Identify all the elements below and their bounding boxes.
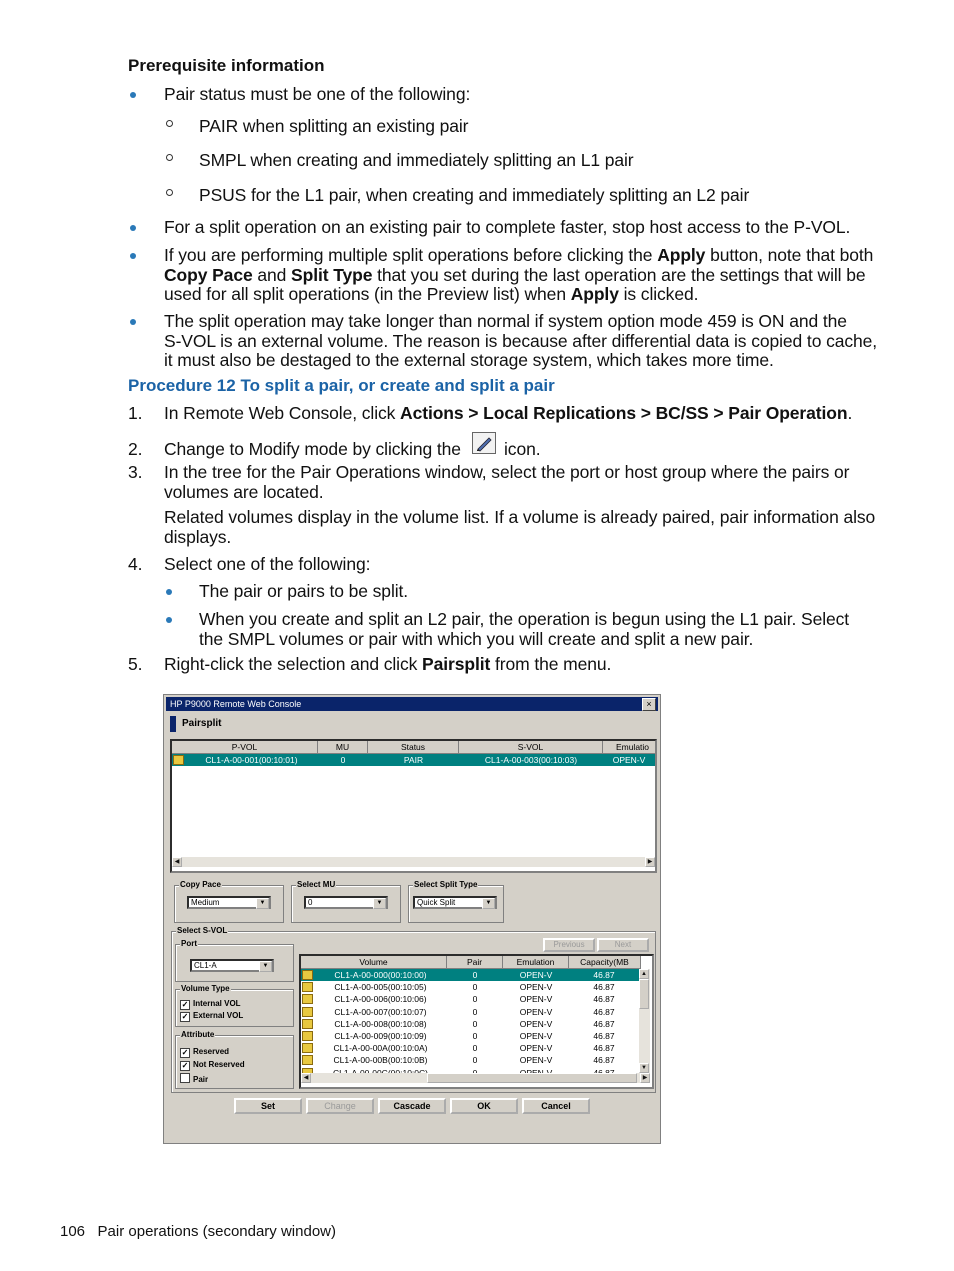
table-cell: OPEN-V bbox=[519, 1006, 553, 1017]
scroll-right-icon[interactable]: ▶ bbox=[640, 1073, 650, 1083]
checkbox-check-icon[interactable]: ✓ bbox=[181, 1000, 189, 1009]
step-text: icon. bbox=[504, 439, 541, 459]
volume-icon bbox=[302, 1031, 313, 1041]
table-cell: 0 bbox=[472, 1018, 478, 1029]
table-cell: CL1-A-00-005(00:10:05) bbox=[334, 982, 427, 993]
checkbox-label: Reserved bbox=[193, 1047, 230, 1056]
bullet bbox=[166, 617, 172, 623]
text-run: S-VOL is an external volume. The reason is because after differential data is copied to cache, bbox=[164, 330, 878, 351]
text-run: and bbox=[252, 264, 292, 285]
ok-button[interactable]: OK bbox=[450, 1098, 518, 1114]
step-number: 3. bbox=[128, 462, 143, 482]
volume-icon bbox=[302, 1043, 313, 1053]
menu-item-name: Pairsplit bbox=[422, 654, 491, 674]
group-label: Select MU bbox=[297, 880, 336, 889]
bullet-text bbox=[199, 610, 849, 649]
volume-icon bbox=[302, 994, 313, 1004]
select-value: Medium bbox=[191, 898, 220, 907]
volume-icon bbox=[302, 970, 313, 980]
bullet bbox=[166, 589, 172, 595]
checkbox-label: External VOL bbox=[193, 1011, 244, 1020]
step-number: 1. bbox=[128, 403, 143, 423]
volume-type-group bbox=[175, 984, 294, 1027]
sub-bullet bbox=[166, 154, 173, 161]
dropdown-arrow-icon[interactable]: ▼ bbox=[256, 898, 269, 909]
table-cell: 46.87 bbox=[593, 1055, 615, 1066]
text-run: displays. bbox=[164, 526, 232, 547]
set-button[interactable]: Set bbox=[234, 1098, 302, 1114]
text-run: Right-click the selection and click bbox=[164, 654, 423, 674]
table-cell: CL1-A-00-00B(00:10:0B) bbox=[333, 1055, 428, 1066]
column-header[interactable]: Volume bbox=[301, 956, 447, 969]
bullet-text: Pair status must be one of the following: bbox=[164, 84, 471, 104]
table-cell: 46.87 bbox=[593, 970, 615, 980]
table-cell: OPEN-V bbox=[612, 755, 646, 765]
ui-term: Apply bbox=[657, 245, 706, 265]
step-text: Select one of the following: bbox=[164, 554, 371, 574]
bullet-text bbox=[164, 312, 877, 371]
pair-table bbox=[170, 739, 657, 873]
sub-bullet-text: PSUS for the L1 pair, when creating and immediately splitting an L2 pair bbox=[199, 185, 750, 205]
panel-accent bbox=[170, 716, 176, 732]
table-cell: 0 bbox=[472, 1031, 478, 1041]
bullet bbox=[130, 225, 136, 231]
text-run: from the menu. bbox=[490, 654, 612, 674]
checkbox-empty-icon[interactable] bbox=[180, 1073, 190, 1083]
text-run: When you create and split an L2 pair, the operation is begun using the L1 pair. Select bbox=[199, 609, 850, 629]
table-cell: CL1-A-00-008(00:10:08) bbox=[334, 1018, 427, 1029]
group-label: Port bbox=[181, 939, 197, 948]
select-svol-group bbox=[171, 926, 656, 1093]
sub-bullet-text: PAIR when splitting an existing pair bbox=[199, 116, 469, 136]
text-run: button, note that both bbox=[705, 245, 874, 265]
group-label: Copy Pace bbox=[180, 880, 221, 889]
table-row[interactable] bbox=[301, 1042, 639, 1054]
step-text bbox=[164, 404, 852, 424]
group-label: Select Split Type bbox=[414, 880, 478, 889]
group-label: Attribute bbox=[181, 1030, 215, 1039]
step-number: 2. bbox=[128, 439, 143, 459]
column-header[interactable]: P-VOL bbox=[172, 741, 318, 754]
ui-term: Split Type bbox=[291, 264, 373, 285]
sub-bullet bbox=[166, 120, 173, 127]
reserved-checkbox[interactable] bbox=[180, 1047, 229, 1058]
step-text bbox=[164, 463, 849, 502]
change-button[interactable]: Change bbox=[306, 1098, 374, 1114]
group-label: Select S-VOL bbox=[177, 926, 228, 935]
table-row[interactable] bbox=[301, 1054, 639, 1066]
table-cell: CL1-A-00-00A(00:10:0A) bbox=[333, 1043, 428, 1054]
horizontal-scrollbar[interactable] bbox=[172, 857, 655, 867]
previous-button[interactable]: Previous bbox=[543, 938, 595, 952]
table-cell: 0 bbox=[472, 1006, 478, 1017]
attribute-group bbox=[175, 1030, 294, 1089]
select-mu-select[interactable] bbox=[304, 896, 388, 909]
panel-title: Pairsplit bbox=[182, 718, 222, 729]
column-header[interactable]: Capacity(MB bbox=[569, 956, 641, 969]
checkbox-label: Pair bbox=[193, 1075, 209, 1084]
select-value: CL1-A bbox=[194, 961, 217, 970]
window-titlebar bbox=[166, 697, 658, 711]
table-cell: CL1-A-00-007(00:10:07) bbox=[334, 1006, 427, 1017]
table-cell: CL1-A-00-003(00:10:03) bbox=[484, 755, 578, 765]
table-cell: CL1-A-00-000(00:10:00) bbox=[334, 970, 427, 980]
column-header[interactable]: Emulation bbox=[503, 956, 569, 969]
dropdown-arrow-icon[interactable]: ▼ bbox=[259, 961, 272, 972]
table-cell: 46.87 bbox=[593, 1031, 615, 1041]
checkbox-check-icon[interactable]: ✓ bbox=[181, 1012, 189, 1021]
menu-path: Actions > Local Replications > BC/SS > Pair Operation bbox=[400, 403, 848, 423]
table-cell: 0 bbox=[472, 982, 478, 993]
scroll-right-icon[interactable]: ▶ bbox=[645, 857, 655, 867]
panel-header bbox=[168, 713, 656, 735]
pairsplit-window bbox=[163, 694, 661, 1144]
pair-checkbox[interactable] bbox=[180, 1073, 208, 1084]
dropdown-arrow-icon[interactable]: ▼ bbox=[373, 898, 386, 909]
table-cell: OPEN-V bbox=[519, 982, 553, 993]
text-run: In Remote Web Console, click bbox=[164, 403, 401, 423]
text-run: The split operation may take longer than normal if system option mode 459 is ON and the bbox=[164, 311, 847, 331]
table-cell: OPEN-V bbox=[519, 1055, 553, 1066]
table-cell: OPEN-V bbox=[519, 1018, 553, 1029]
dropdown-arrow-icon[interactable]: ▼ bbox=[482, 898, 495, 909]
bullet bbox=[130, 319, 136, 325]
table-cell: CL1-A-00-006(00:10:06) bbox=[334, 994, 427, 1005]
bullet bbox=[130, 253, 136, 259]
copy-pace-group bbox=[174, 880, 284, 923]
horizontal-scrollbar[interactable] bbox=[301, 1073, 650, 1083]
ui-term: Apply bbox=[570, 284, 619, 304]
text-run: In the tree for the Pair Operations window, select the port or host group where the pairs or bbox=[164, 462, 850, 482]
close-icon[interactable]: × bbox=[642, 698, 656, 711]
step-paragraph bbox=[164, 508, 875, 547]
table-row[interactable] bbox=[301, 1030, 639, 1042]
pencil-edit-icon bbox=[472, 432, 496, 454]
volume-icon bbox=[302, 1007, 313, 1017]
volume-icon bbox=[302, 1019, 313, 1029]
table-row[interactable] bbox=[301, 1006, 639, 1018]
column-header[interactable]: Emulatio bbox=[603, 741, 657, 754]
port-group bbox=[175, 939, 294, 982]
checkbox-check-icon[interactable]: ✓ bbox=[181, 1048, 189, 1057]
table-cell: 46.87 bbox=[593, 1018, 615, 1029]
page-number: 106 bbox=[60, 1223, 86, 1240]
table-cell: PAIR bbox=[403, 755, 424, 765]
scroll-left-icon[interactable]: ◀ bbox=[172, 857, 182, 867]
table-cell: 0 bbox=[472, 1055, 478, 1066]
text-run: that you set during the last operation are the settings that will be bbox=[372, 264, 866, 285]
select-value: Quick Split bbox=[417, 898, 456, 907]
step-text bbox=[164, 655, 611, 675]
procedure-title: Procedure 12 To split a pair, or create and split a pair bbox=[128, 376, 555, 395]
table-cell: 0 bbox=[472, 994, 478, 1005]
table-row[interactable] bbox=[172, 754, 655, 766]
table-row[interactable] bbox=[301, 969, 639, 981]
volume-icon bbox=[302, 982, 313, 992]
window-title: HP P9000 Remote Web Console bbox=[170, 699, 302, 709]
table-cell: 0 bbox=[472, 970, 478, 980]
not-reserved-checkbox[interactable] bbox=[180, 1060, 245, 1071]
pair-volume-icon bbox=[173, 755, 184, 765]
select-value: 0 bbox=[308, 898, 313, 907]
port-select[interactable] bbox=[190, 959, 274, 972]
column-header[interactable]: MU bbox=[318, 741, 368, 754]
table-cell: 46.87 bbox=[593, 1043, 615, 1054]
internal-vol-checkbox[interactable] bbox=[180, 999, 241, 1010]
table-cell: OPEN-V bbox=[519, 994, 553, 1005]
select-mu-group bbox=[291, 880, 401, 923]
table-cell: OPEN-V bbox=[519, 970, 553, 980]
split-type-group bbox=[408, 880, 504, 923]
section-heading: Prerequisite information bbox=[128, 56, 325, 75]
table-cell: 0 bbox=[472, 1043, 478, 1054]
footer-section-title: Pair operations (secondary window) bbox=[97, 1223, 336, 1240]
scroll-thumb[interactable] bbox=[427, 1073, 637, 1083]
checkbox-label: Internal VOL bbox=[193, 999, 241, 1008]
table-row[interactable] bbox=[301, 993, 639, 1005]
scroll-down-icon[interactable]: ▼ bbox=[639, 1063, 649, 1073]
copy-pace-select[interactable] bbox=[187, 896, 271, 909]
table-cell: CL1-A-00-001(00:10:01) bbox=[205, 755, 298, 765]
cascade-button[interactable]: Cascade bbox=[378, 1098, 446, 1114]
bullet-text bbox=[164, 246, 873, 305]
sub-bullet bbox=[166, 189, 173, 196]
table-row[interactable] bbox=[301, 981, 639, 993]
group-label: Volume Type bbox=[181, 984, 230, 993]
external-vol-checkbox[interactable] bbox=[180, 1011, 243, 1022]
table-cell: 46.87 bbox=[593, 982, 615, 993]
table-cell: OPEN-V bbox=[519, 1031, 553, 1041]
step-number: 4. bbox=[128, 554, 143, 574]
text-run: . bbox=[847, 403, 853, 423]
text-run: it must also be destaged to the external storage system, which takes more time. bbox=[164, 350, 774, 370]
split-type-select[interactable] bbox=[413, 896, 497, 909]
text-run: volumes are located. bbox=[164, 481, 324, 502]
column-header[interactable]: S-VOL bbox=[459, 741, 603, 754]
text-run: If you are performing multiple split operations before clicking the bbox=[164, 245, 658, 265]
step-number: 5. bbox=[128, 654, 143, 674]
ui-term: Copy Pace bbox=[164, 264, 253, 285]
vertical-scrollbar[interactable] bbox=[639, 969, 650, 1073]
table-cell: CL1-A-00-009(00:10:09) bbox=[334, 1031, 427, 1041]
text-run: is clicked. bbox=[618, 284, 699, 304]
checkbox-check-icon[interactable]: ✓ bbox=[181, 1061, 189, 1070]
bullet bbox=[130, 92, 136, 98]
step-text: Change to Modify mode by clicking the bbox=[164, 439, 461, 459]
table-cell: 0 bbox=[340, 755, 346, 765]
sub-bullet-text: SMPL when creating and immediately splitting an L1 pair bbox=[199, 150, 634, 170]
scroll-left-icon[interactable]: ◀ bbox=[301, 1073, 311, 1083]
table-row[interactable] bbox=[301, 1018, 639, 1030]
column-header[interactable]: Status bbox=[368, 741, 459, 754]
volume-icon bbox=[302, 1055, 313, 1065]
bullet-text: For a split operation on an existing pair to complete faster, stop host access to the P-VOL. bbox=[164, 217, 851, 237]
scroll-thumb[interactable] bbox=[639, 979, 649, 1009]
next-button[interactable]: Next bbox=[597, 938, 649, 952]
cancel-button[interactable]: Cancel bbox=[522, 1098, 590, 1114]
column-header[interactable]: Pair bbox=[447, 956, 503, 969]
volume-table bbox=[299, 954, 654, 1089]
text-run: used for all split operations (in the Preview list) when bbox=[164, 284, 571, 304]
table-cell: 46.87 bbox=[593, 994, 615, 1005]
text-run: the SMPL volumes or pair with which you will create and split a new pair. bbox=[199, 628, 754, 649]
scroll-up-icon[interactable]: ▲ bbox=[639, 969, 649, 979]
table-cell: OPEN-V bbox=[519, 1043, 553, 1054]
text-run: Related volumes display in the volume list. If a volume is already paired, pair information also bbox=[164, 507, 876, 527]
checkbox-label: Not Reserved bbox=[193, 1060, 245, 1069]
bullet-text: The pair or pairs to be split. bbox=[199, 581, 409, 601]
page-footer bbox=[60, 1223, 336, 1240]
table-cell: 46.87 bbox=[593, 1006, 615, 1017]
